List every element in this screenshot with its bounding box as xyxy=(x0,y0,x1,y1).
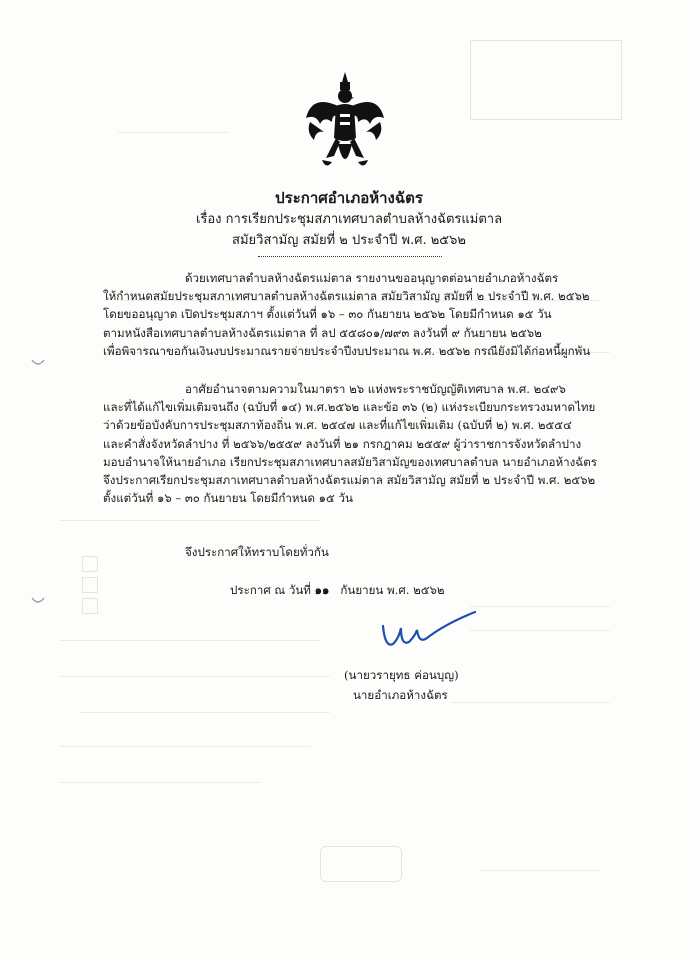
document-subject xyxy=(0,209,698,251)
bleed-through-line xyxy=(80,712,330,713)
bleed-through-line xyxy=(480,870,600,871)
paragraph-line: ให้กำหนดสมัยประชุมสภาเทศบาลตำบลห้างฉัตรแม่ตาล สมัยวิสามัญ สมัยที่ ๒ ประจำปี พ.ศ. ๒๕๖๒ xyxy=(103,289,590,304)
paragraph-line: มอบอำนาจให้นายอำเภอ เรียกประชุมสภาเทศบาลสมัยวิสามัญของเทศบาลตำบล นายอำเภอห้างฉัตร xyxy=(103,454,597,469)
bleed-through-line xyxy=(118,132,228,133)
paragraph-line: และคำสั่งจังหวัดลำปาง ที่ ๒๕๖๖/๒๕๕๙ ลงวันที่ ๒๑ กรกฎาคม ๒๕๕๙ ผู้ว่าราชการจังหวัดลำปาง xyxy=(103,436,582,451)
paragraph-line: อาศัยอำนาจตามความในมาตรา ๒๖ แห่งพระราชบัญญัติเทศบาล พ.ศ. ๒๔๙๖ xyxy=(185,382,566,396)
paragraph-line: ว่าด้วยข้อบังคับการประชุมสภาท้องถิ่น พ.ศ. ๒๕๔๗ และที่แก้ไขเพิ่มเติม (ฉบับที่ ๒) พ.ศ. ๒๕๕๔ xyxy=(103,418,572,433)
subject-line: เรื่อง การเรียกประชุมสภาเทศบาลตำบลห้างฉัตรแม่ตาล xyxy=(195,212,503,227)
signer-name: (นายวรายุทธ ค่อนบุญ) xyxy=(344,668,459,682)
punch-hole-icon xyxy=(30,356,46,370)
announce-day: ๑๑ xyxy=(314,583,330,597)
bleed-through-line xyxy=(60,520,320,521)
bleed-through-line xyxy=(470,606,610,607)
handwritten-signature xyxy=(375,608,485,656)
bleed-through-checkbox xyxy=(82,577,98,593)
bleed-through-line xyxy=(60,782,260,783)
bleed-through-line xyxy=(60,640,320,641)
dotted-divider xyxy=(258,256,442,257)
bleed-through-checkbox xyxy=(82,598,98,614)
announce-suffix: กันยายน พ.ศ. ๒๕๖๒ xyxy=(340,583,445,597)
paragraph-line: ตามหนังสือเทศบาลตำบลห้างฉัตรแม่ตาล ที่ ลป ๕๕๘๐๑/๗๙๓ ลงวันที่ ๙ กันยายน ๒๕๖๒ xyxy=(103,325,542,340)
body-paragraph xyxy=(103,269,636,360)
announce-prefix: ประกาศ ณ วันที่ xyxy=(230,583,311,597)
closing-statement: จึงประกาศให้ทราบโดยทั่วกัน xyxy=(185,545,329,559)
bleed-through-line xyxy=(470,630,610,631)
paragraph-line: ตั้งแต่วันที่ ๑๖ – ๓๐ กันยายน โดยมีกำหนด ๑๕ วัน xyxy=(103,491,353,506)
subject-line: สมัยวิสามัญ สมัยที่ ๒ ประจำปี พ.ศ. ๒๕๖๒ xyxy=(232,233,466,248)
paragraph-line: ด้วยเทศบาลตำบลห้างฉัตรแม่ตาล รายงานขออนุญาตต่อนายอำเภอห้างฉัตร xyxy=(185,271,559,285)
signer-title: นายอำเภอห้างฉัตร xyxy=(353,688,448,702)
punch-hole-icon xyxy=(30,594,46,608)
bleed-through-line xyxy=(60,676,330,677)
document-title: ประกาศอำเภอห้างฉัตร xyxy=(275,189,423,207)
bleed-through-stamp xyxy=(320,846,402,882)
paragraph-line: เพื่อพิจารณาขอกันเงินงบประมาณรายจ่ายประจำปีงบประมาณ พ.ศ. ๒๕๖๒ กรณียังมิได้ก่อหนี้ผูกพัน xyxy=(103,343,591,358)
paragraph-line: และที่ได้แก้ไขเพิ่มเติมจนถึง (ฉบับที่ ๑๔) พ.ศ.๒๕๖๒ และข้อ ๓๖ (๒) แห่งระเบียบกระทรวงมหาดไทย xyxy=(103,400,596,415)
announcement-date xyxy=(230,582,445,600)
body-paragraph xyxy=(103,380,636,507)
garuda-emblem-icon xyxy=(302,70,388,180)
bleed-through-line xyxy=(60,746,310,747)
paragraph-line: โดยขออนุญาต เปิดประชุมสภาฯ ตั้งแต่วันที่ ๑๖ – ๓๐ กันยายน ๒๕๖๒ โดยมีกำหนด ๑๕ วัน xyxy=(103,307,552,322)
bleed-through-checkbox xyxy=(82,556,98,572)
bleed-through-line xyxy=(450,702,610,703)
paragraph-line: จึงประกาศเรียกประชุมสภาเทศบาลตำบลห้างฉัตรแม่ตาล สมัยวิสามัญ สมัยที่ ๒ ประจำปี พ.ศ. ๒๕๖๒ xyxy=(103,473,596,488)
bleed-through-box xyxy=(470,40,622,120)
